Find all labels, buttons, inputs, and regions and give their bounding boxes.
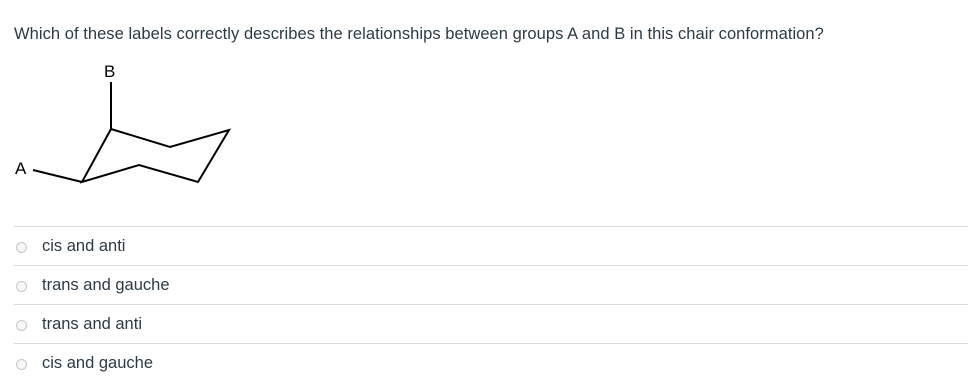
radio-button[interactable]: [16, 320, 27, 331]
radio-button[interactable]: [16, 359, 27, 370]
answer-option-1[interactable]: [14, 226, 968, 265]
radio-button[interactable]: [16, 281, 27, 292]
answer-label: trans and anti: [42, 314, 142, 333]
radio-button[interactable]: [16, 242, 27, 253]
group-b-label: B: [104, 62, 116, 81]
answer-list: [14, 226, 968, 382]
answer-option-2[interactable]: [14, 265, 968, 304]
answer-option-4[interactable]: [14, 343, 968, 382]
group-a-label: A: [15, 159, 27, 178]
answer-label: cis and gauche: [42, 353, 153, 372]
chair-ring: [82, 129, 229, 182]
answer-label: cis and anti: [42, 236, 126, 255]
answer-label: trans and gauche: [42, 275, 170, 294]
answer-option-3[interactable]: [14, 304, 968, 343]
bond-a: [33, 170, 82, 182]
question-text: Which of these labels correctly describes the relationships between groups A and B in this chair conformation?: [14, 25, 824, 43]
chair-conformation-diagram: [0, 0, 260, 200]
